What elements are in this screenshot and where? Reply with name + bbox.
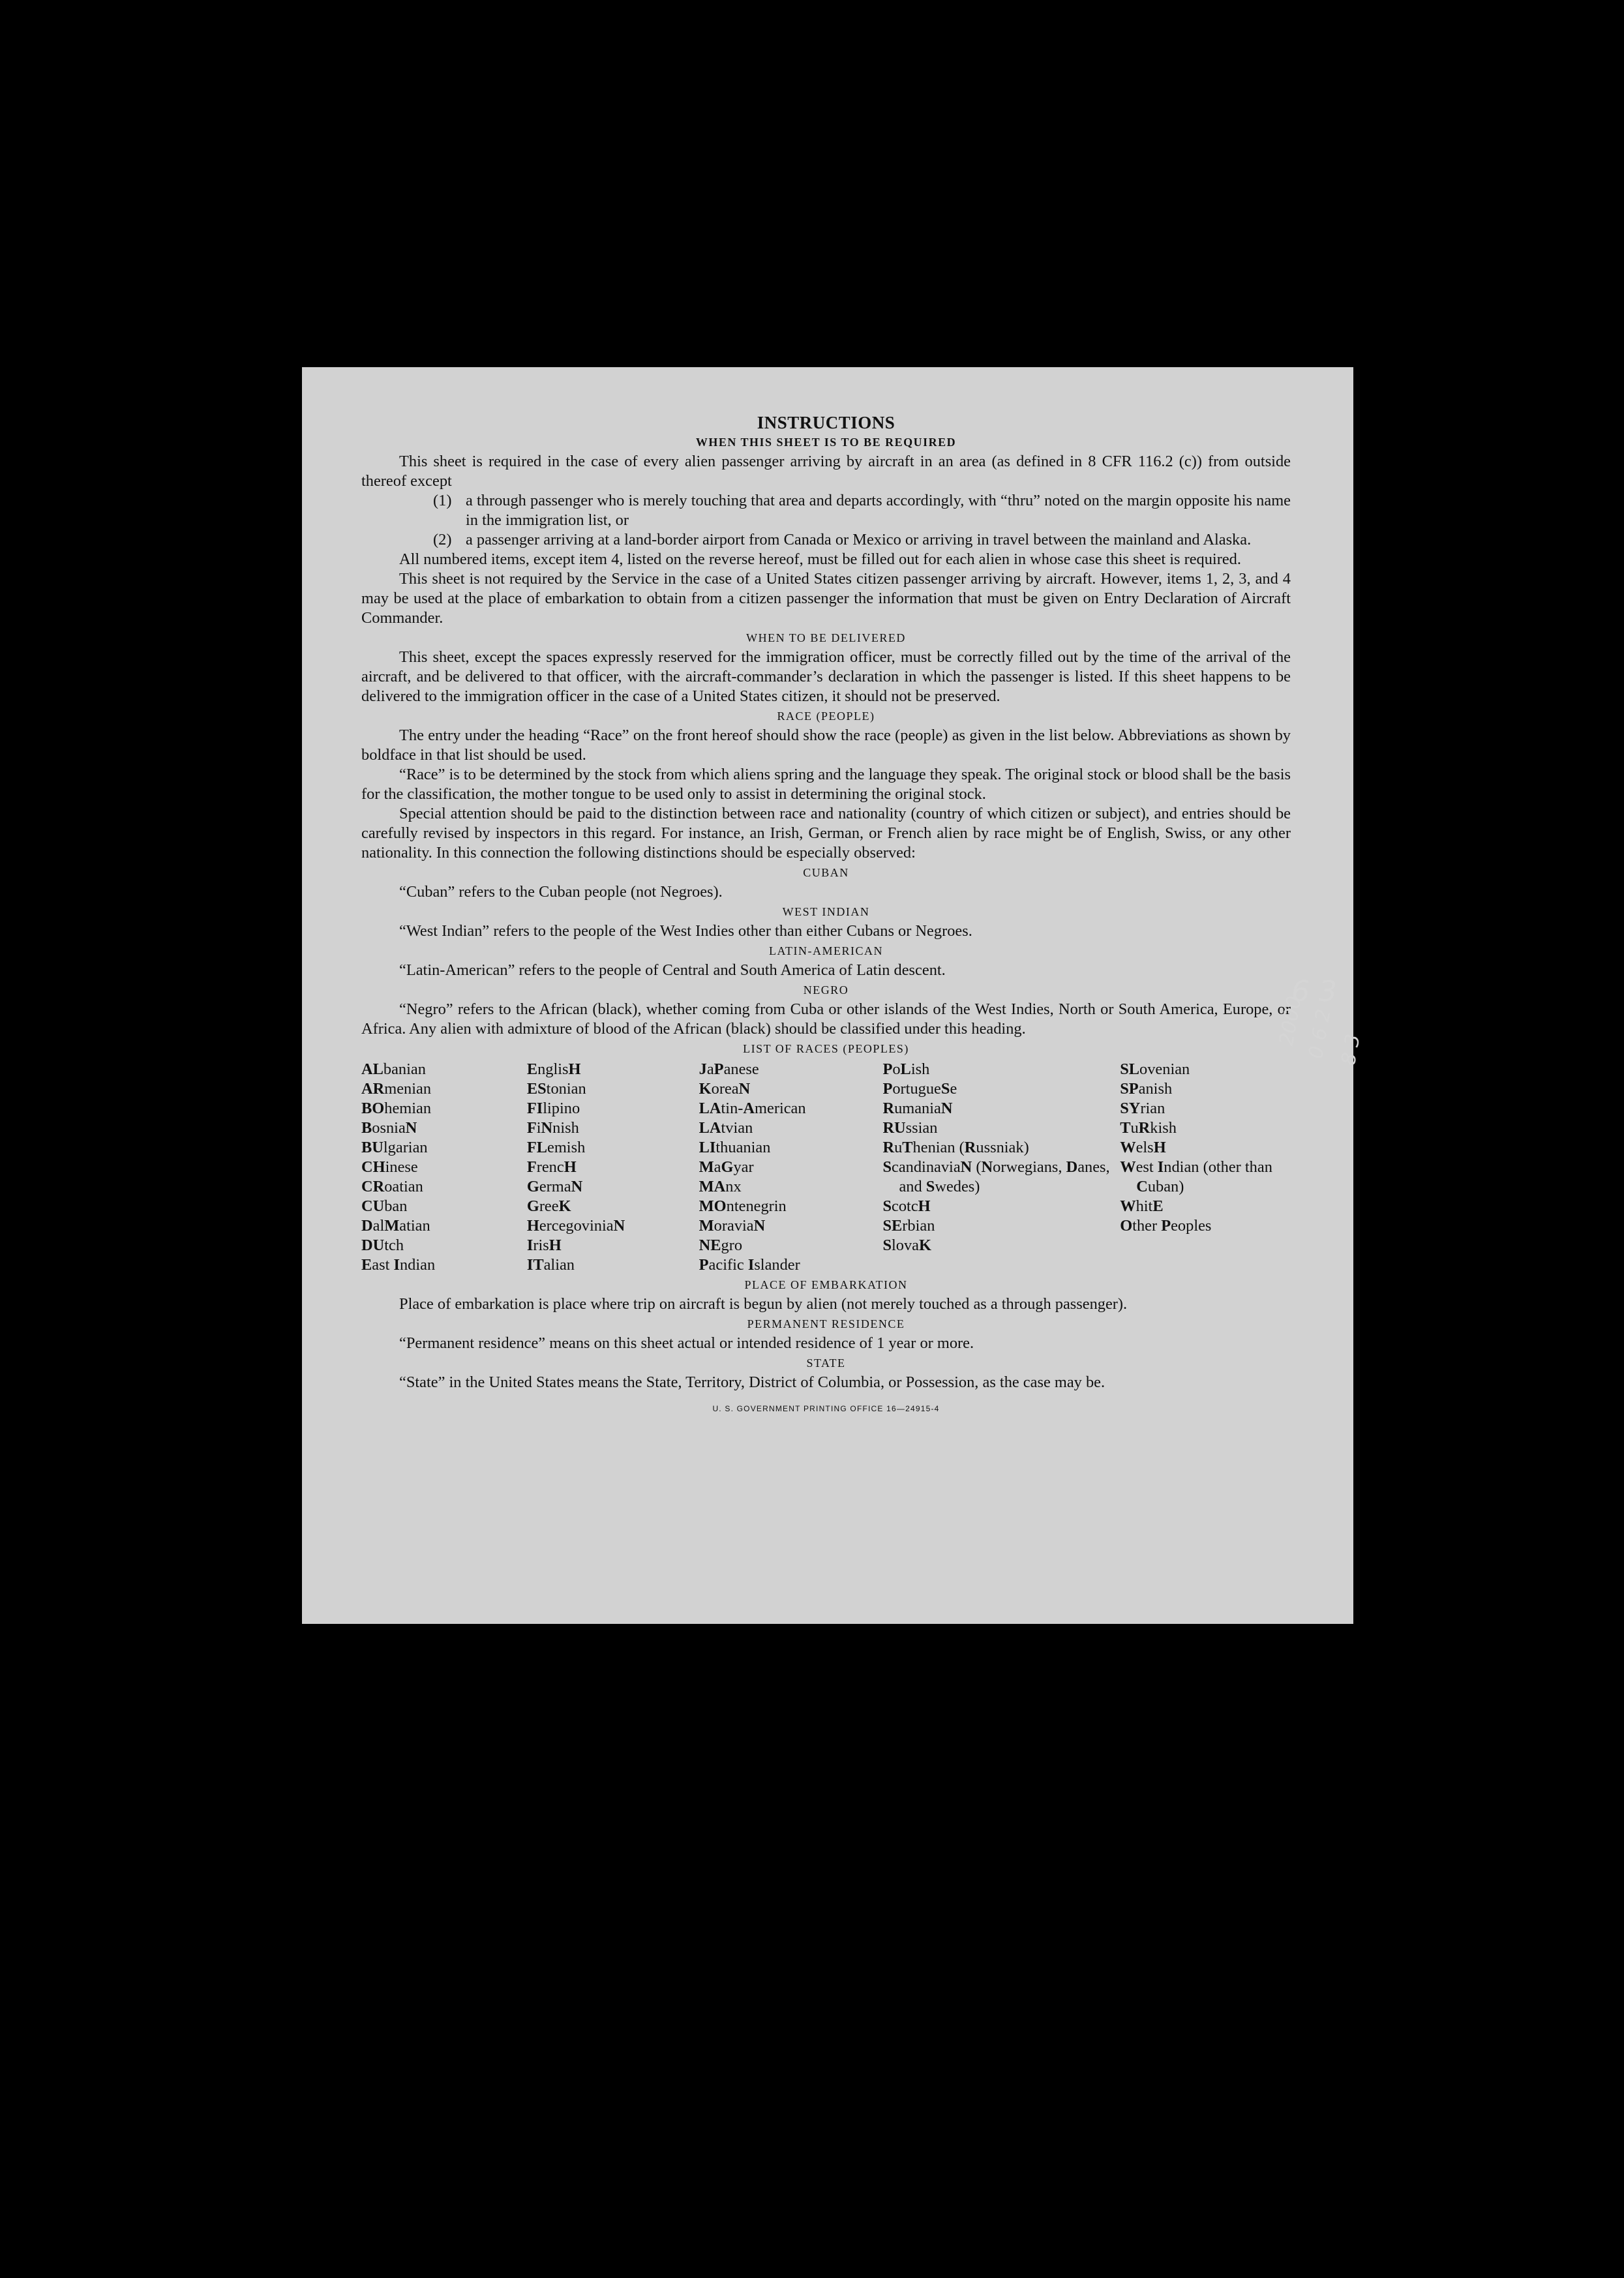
- race-list-item: MoraviaN: [699, 1217, 766, 1235]
- heading-negro: NEGRO: [803, 983, 849, 997]
- race-list-item: FLemish: [526, 1139, 586, 1156]
- race-list-item: MaGyar: [699, 1158, 754, 1176]
- race-list-item: RumaniaN: [882, 1100, 953, 1117]
- race-list-item: PortugueSe: [882, 1080, 957, 1098]
- race-list-item: KoreaN: [699, 1080, 751, 1098]
- race-list-item: ALbanian: [361, 1060, 426, 1078]
- race-list-item: FIlipino: [526, 1100, 580, 1117]
- race-list-item: MOntenegrin: [699, 1197, 787, 1215]
- list-item-2: [361, 530, 1291, 550]
- paragraph-cuban: “Cuban” refers to the Cuban people (not Negroes).: [399, 883, 723, 901]
- item-number: (1): [433, 492, 452, 509]
- handwritten-note-2: 2000: [1275, 994, 1306, 1048]
- race-list-item: JaPanese: [699, 1060, 759, 1078]
- paragraph-numbered-items: All numbered items, except item 4, listed on the reverse hereof, must be filled out for each alien in whose case this sheet is required.: [399, 550, 1241, 568]
- race-list-item: GreeK: [526, 1197, 571, 1215]
- race-list-item: SPanish: [1120, 1080, 1173, 1098]
- race-list-item: CHinese: [361, 1158, 418, 1176]
- heading-west-indian: WEST INDIAN: [782, 905, 870, 918]
- races-column-3: [699, 1060, 883, 1275]
- race-list-item: West Indian (other than Cuban): [1120, 1158, 1272, 1195]
- race-list-item: ScotcH: [882, 1197, 931, 1215]
- race-list-item: IrisH: [526, 1236, 562, 1254]
- race-list-item: NEgro: [699, 1236, 743, 1254]
- heading-latin-american: LATIN-AMERICAN: [769, 944, 883, 957]
- race-list-item: FiNnish: [526, 1119, 579, 1137]
- item-text: a through passenger who is merely touching that area and departs accordingly, with “thru” noted on the margin opposite his name in the immigration list, or: [466, 492, 1291, 529]
- race-list-item: Other Peoples: [1120, 1217, 1212, 1235]
- race-list-item: BOhemian: [361, 1100, 432, 1117]
- race-list-item: EStonian: [526, 1080, 586, 1098]
- race-list-item: WelsH: [1120, 1139, 1166, 1156]
- races-column-5: [1120, 1060, 1291, 1275]
- races-column-2: [527, 1060, 699, 1275]
- race-list-item: FrencH: [526, 1158, 577, 1176]
- heading-required: WHEN THIS SHEET IS TO BE REQUIRED: [695, 436, 957, 449]
- race-list-item: BosniaN: [361, 1119, 417, 1137]
- race-list-item: LAtvian: [699, 1119, 753, 1137]
- heading-state: STATE: [806, 1356, 846, 1370]
- race-list-item: TuRkish: [1120, 1119, 1177, 1137]
- race-list-item: LAtin-American: [699, 1100, 806, 1117]
- race-list-item: EnglisH: [526, 1060, 581, 1078]
- race-list-item: East Indian: [361, 1256, 436, 1274]
- handwritten-note-1: 6 3: [1291, 975, 1337, 1008]
- race-list-item: BUlgarian: [361, 1139, 428, 1156]
- race-list-item: LIthuanian: [699, 1139, 771, 1156]
- race-list-item: SLovenian: [1120, 1060, 1190, 1078]
- race-list-item: SErbian: [882, 1217, 935, 1235]
- race-list-item: WhitE: [1120, 1197, 1164, 1215]
- printer-footer: U. S. GOVERNMENT PRINTING OFFICE 16—24915-4: [712, 1404, 940, 1413]
- race-list-item: CRoatian: [361, 1178, 423, 1195]
- race-list-item: ScandinaviaN (Norwegians, Danes, and Swedes): [882, 1158, 1110, 1195]
- paragraph-state: “State” in the United States means the State, Territory, District of Columbia, or Possession, as the case may be.: [399, 1373, 1105, 1391]
- heading-embarkation: PLACE OF EMBARKATION: [744, 1278, 908, 1291]
- heading-list-of-races: LIST OF RACES (PEOPLES): [743, 1042, 909, 1055]
- paragraph-race-1: The entry under the heading “Race” on the front hereof should show the race (people) as given in the list below. Abbreviations as shown by boldface in that list should be used.: [361, 727, 1291, 764]
- instruction-sheet: [302, 367, 1353, 1624]
- race-list-item: SlovaK: [882, 1236, 931, 1254]
- race-list-item: DalMatian: [361, 1217, 430, 1235]
- race-list-item: GermaN: [526, 1178, 583, 1195]
- paragraph-citizen: This sheet is not required by the Service in the case of a United States citizen passenger arriving by aircraft. However, items 1, 2, 3, and 4 may be used at the place of embarkation to obtain from a citizen passenger the information that must be given on Entry Declaration of Aircraft Commander.: [361, 570, 1291, 627]
- page-title: INSTRUCTIONS: [757, 413, 895, 432]
- paragraph-race-3: Special attention should be paid to the distinction between race and nationality (country of which citizen or subject), and entries should be carefully revised by inspectors in this regard. For instance, an Irish, German, or French alien by race might be of English, Swiss, or any other nationality. In this connection the following distinctions should be especially observed:: [361, 805, 1291, 862]
- handwritten-note-3: 0 6 2: [1304, 1007, 1336, 1061]
- heading-residence: PERMANENT RESIDENCE: [747, 1317, 905, 1330]
- item-text: a passenger arriving at a land-border airport from Canada or Mexico or arriving in travel between the mainland and Alaska.: [466, 531, 1252, 548]
- races-column-1: [361, 1060, 527, 1275]
- races-table: [361, 1060, 1291, 1275]
- race-list-item: RUssian: [882, 1119, 938, 1137]
- heading-cuban: CUBAN: [803, 866, 849, 879]
- race-list-item: PoLish: [882, 1060, 930, 1078]
- race-list-item: Pacific Islander: [699, 1256, 800, 1274]
- race-list-item: SYrian: [1120, 1100, 1165, 1117]
- paragraph-west-indian: “West Indian” refers to the people of the West Indies other than either Cubans or Negroes.: [399, 922, 972, 940]
- paragraph-residence: “Permanent residence” means on this sheet actual or intended residence of 1 year or more.: [399, 1334, 974, 1352]
- paragraph-race-2: “Race” is to be determined by the stock from which aliens spring and the language they speak. The original stock or blood shall be the basis for the classification, the mother tongue to be used only to assist in determining the original stock.: [361, 766, 1291, 803]
- paragraph-negro: “Negro” refers to the African (black), whether coming from Cuba or other islands of the West Indies, North or South America, Europe, or Africa. Any alien with admixture of blood of the African (black) should be classified under this heading.: [361, 1000, 1291, 1038]
- race-list-item: CUban: [361, 1197, 408, 1215]
- race-list-item: DUtch: [361, 1236, 404, 1254]
- race-list-item: ITalian: [526, 1256, 575, 1274]
- paragraph-latin-american: “Latin-American” refers to the people of Central and South America of Latin descent.: [399, 961, 946, 979]
- paragraph-delivered: This sheet, except the spaces expressly reserved for the immigration officer, must be correctly filled out by the time of the arrival of the aircraft, and be delivered to that officer, with the aircraft-commander’s declaration in which the passenger is listed. If this sheet happens to be delivered to the immigration officer in the case of a United States citizen, it should not be preserved.: [361, 648, 1291, 705]
- paragraph-required-intro: This sheet is required in the case of every alien passenger arriving by aircraft in an area (as defined in 8 CFR 116.2 (c)) from outside thereof except: [361, 453, 1291, 490]
- race-list-item: RuThenian (Russniak): [882, 1139, 1029, 1156]
- item-number: (2): [433, 531, 452, 548]
- handwritten-note-4: 8 3: [1337, 1032, 1365, 1068]
- races-column-4: [882, 1060, 1120, 1275]
- list-item-1: [361, 491, 1291, 530]
- paragraph-embarkation: Place of embarkation is place where trip on aircraft is begun by alien (not merely touched as a through passenger).: [399, 1295, 1128, 1313]
- heading-delivered: WHEN TO BE DELIVERED: [746, 631, 906, 644]
- heading-race: RACE (PEOPLE): [777, 710, 875, 723]
- race-list-item: ARmenian: [361, 1080, 432, 1098]
- race-list-item: HercegoviniaN: [526, 1217, 625, 1235]
- race-list-item: MAnx: [699, 1178, 742, 1195]
